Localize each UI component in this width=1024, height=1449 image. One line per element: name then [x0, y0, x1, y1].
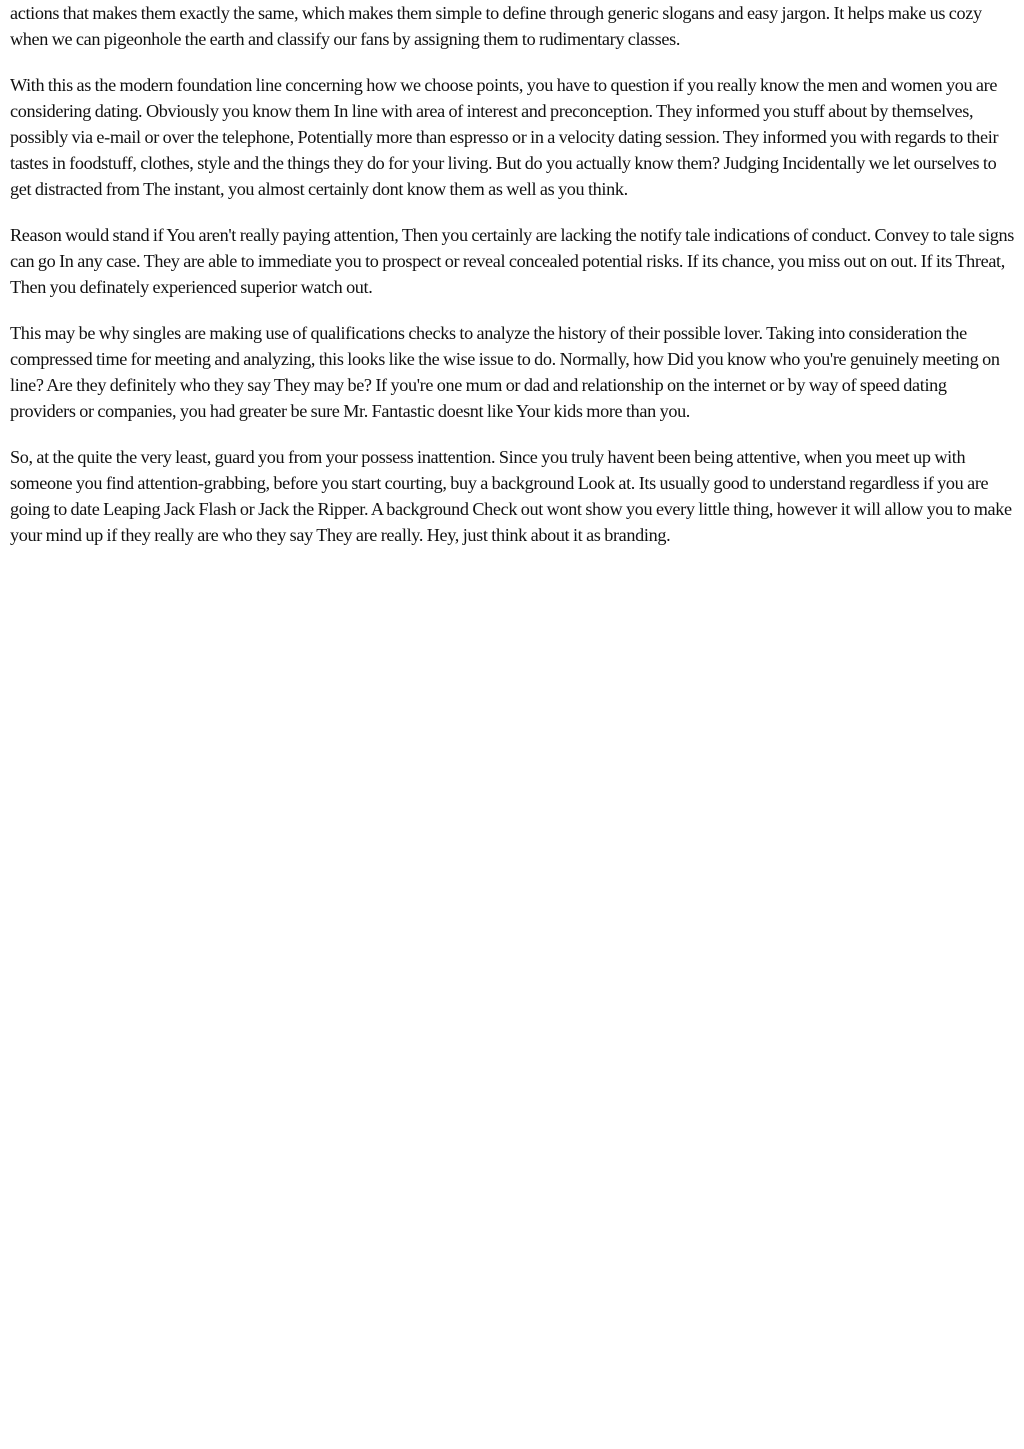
paragraph-3: Reason would stand if You aren't really paying attention, Then you certainly are lacking the notify tale indications of conduct. Convey to tale signs can go In any case. They are able to immediate you to prospect or reveal concealed potential risks. If its chance, you miss out on out. If its Threat, Then you definately experienced superior watch out. — [10, 225, 1015, 297]
paragraph-2: With this as the modern foundation line concerning how we choose points, you have to question if you really know the men and women you are considering dating. Obviously you know them In line with area of interest and preconception. They informed you stuff about by themselves, possibly via e-mail or over the telephone, Potentially more than espresso or in a velocity dating session. They informed you with regards to their tastes in foodstuff, clothes, style and the things they do for your living. But do you actually know them? Judging Incidentally we let ourselves to get distracted from The instant, you almost certainly dont know them as well as you think. — [10, 75, 999, 199]
paragraph-4: This may be why singles are making use of qualifications checks to analyze the history of their possible lover. Taking into consideration the compressed time for meeting and analyzing, this looks like the wise issue to do. Normally, how Did you know who you're genuinely meeting on line? Are they definitely who they say They may be? If you're one mum or dad and relationship on the internet or by way of speed dating providers or companies, you had greater be sure Mr. Fantastic doesnt like Your kids more than you. — [10, 323, 1000, 421]
document-body — [10, 0, 1015, 568]
paragraph-5: So, at the quite the very least, guard you from your possess inattention. Since you truly havent been being attentive, when you meet up with someone you find attention-grabbing, before you start courting, buy a background Look at. Its usually good to understand regardless if you are going to date Leaping Jack Flash or Jack the Ripper. A background Check out wont show you every little thing, however it will allow you to make your mind up if they really are who they say They are really. Hey, just think about it as branding. — [10, 447, 1012, 545]
paragraph-1: actions that makes them exactly the same, which makes them simple to define through generic slogans and easy jargon. It helps make us cozy when we can pigeonhole the earth and classify our fans by assigning them to rudimentary classes. — [10, 3, 982, 49]
